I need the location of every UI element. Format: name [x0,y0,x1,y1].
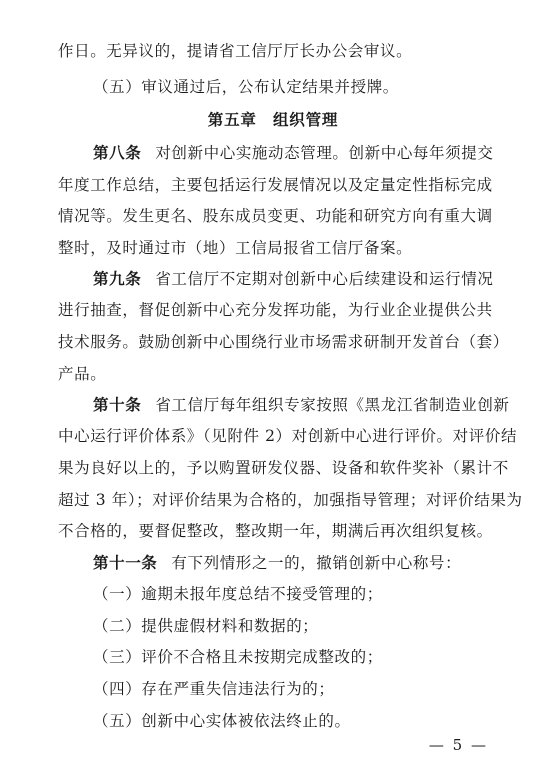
text-line: 不合格的，要督促整改，整改期一年，期满后再次组织复核。 [58,522,493,540]
text-line: 果为良好以上的，予以购置研发仪器、设备和软件奖补（累计不 [58,459,509,477]
chapter-heading: 第五章 组织管理 [207,111,339,129]
list-item: （五）创新中心实体被依法终止的。 [93,712,351,730]
article-8-line: 第八条 对创新中心实施动态管理。创新中心每年须提交 [93,144,494,162]
text-line: 进行抽查，督促创新中心充分发挥功能，为行业企业提供公共 [58,301,493,319]
list-item: （一）逾期未报年度总结不接受管理的； [93,585,383,603]
text-line: 作日。无异议的，提请省工信厅厅长办公会审议。 [58,42,413,60]
text-line: 超过 3 年）；对评价结果为合格的，加强指导管理；对评价结果为 [58,491,523,509]
list-item: （四）存在严重失信违法行为的； [93,680,335,698]
text-line: 中心运行评价体系》（见附件 2）对创新中心进行评价。对评价结 [58,427,518,445]
text-line: 年度工作总结，主要包括运行发展情况以及定量定性指标完成 [58,176,493,194]
text-line: （五）审议通过后，公布认定结果并授牌。 [93,78,399,96]
text-line: 整时，及时通过市（地）工信局报省工信厅备案。 [58,239,413,257]
text-line: 技术服务。鼓励创新中心围绕行业市场需求研制开发首台（套） [58,333,509,351]
list-item: （二）提供虚假材料和数据的； [93,617,319,635]
article-10-line: 第十条 省工信厅每年组织专家按照《黑龙江省制造业创新 [93,396,510,414]
article-label: 第十条 [93,396,142,414]
text-line: 情况等。发生更名、股东成员变更、功能和研究方向有重大调 [58,207,493,225]
article-9-line: 第九条 省工信厅不定期对创新中心后续建设和运行情况 [93,270,494,288]
list-item: （三）评价不合格且未按期完成整改的； [93,648,383,666]
text-line: 产品。 [58,365,107,383]
page-number: — 5 — [428,736,488,754]
article-label: 第十一条 [93,554,158,572]
article-label: 第八条 [93,144,142,162]
article-label: 第九条 [93,270,142,288]
article-11-line: 第十一条 有下列情形之一的，撤销创新中心称号： [93,554,462,572]
